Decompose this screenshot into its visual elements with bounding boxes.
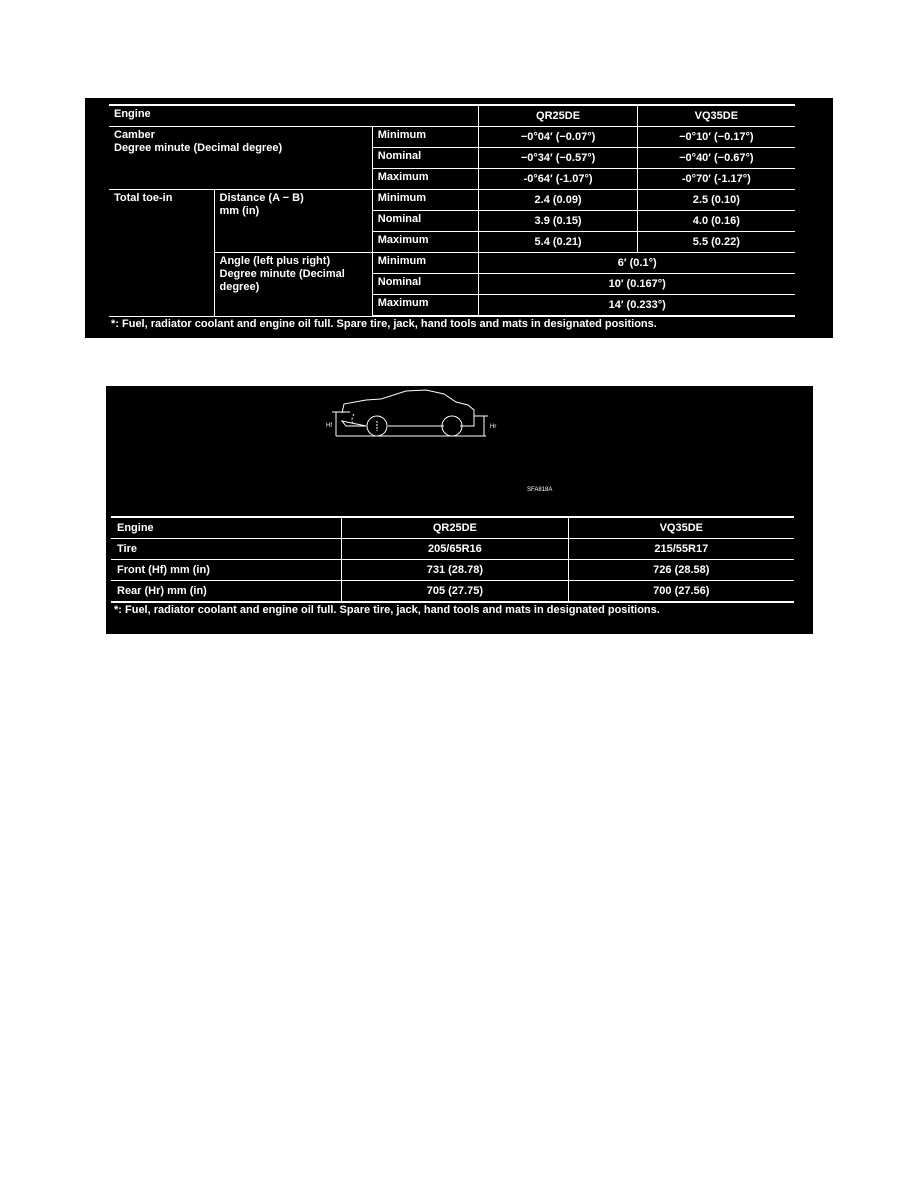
- engine-header: Engine: [109, 105, 479, 127]
- cell-value: -0°70′ (-1.17°): [637, 169, 795, 190]
- cell-value: 731 (28.78): [342, 560, 568, 581]
- row-name: Nominal: [372, 148, 479, 169]
- row-name: Minimum: [372, 127, 479, 148]
- cell-value: −0°10′ (−0.17°): [637, 127, 795, 148]
- qr25de-header: QR25DE: [479, 105, 637, 127]
- cell-value: 10′ (0.167°): [479, 274, 795, 295]
- footnote: *: Fuel, radiator coolant and engine oil full. Spare tire, jack, hand tools and mats in designated positions.: [114, 604, 660, 616]
- hr-label: Hr: [490, 424, 497, 430]
- distance-label-line1: Distance (A − B): [219, 192, 304, 204]
- row-label: Rear (Hr) mm (in): [111, 581, 342, 603]
- rear-wheel: [442, 416, 462, 436]
- camber-label-line2: Degree minute (Decimal degree): [114, 142, 283, 154]
- row-label: Tire: [111, 539, 342, 560]
- camber-label: [109, 127, 372, 190]
- cell-value: 705 (27.75): [342, 581, 568, 603]
- cell-value: 4.0 (0.16): [637, 211, 795, 232]
- row-name: Nominal: [372, 274, 479, 295]
- vq35de-header: VQ35DE: [568, 517, 794, 539]
- car-body-outline: [342, 390, 474, 426]
- table-row: [109, 127, 795, 148]
- vehicle-height-panel: [106, 386, 813, 634]
- toe-in-label: Total toe-in: [109, 190, 214, 317]
- cell-value: 726 (28.58): [568, 560, 794, 581]
- table-row: [111, 560, 794, 581]
- car-side-view-diagram: [326, 388, 526, 448]
- wheel-alignment-panel: [85, 98, 833, 338]
- table-header-row: [111, 517, 794, 539]
- cell-value: −0°40′ (−0.67°): [637, 148, 795, 169]
- qr25de-header: QR25DE: [342, 517, 568, 539]
- distance-label: [214, 190, 372, 253]
- row-label: Front (Hf) mm (in): [111, 560, 342, 581]
- cell-value: -0°64′ (-1.07°): [479, 169, 637, 190]
- table-row: [111, 581, 794, 603]
- cell-value: 2.4 (0.09): [479, 190, 637, 211]
- cell-value: 6′ (0.1°): [479, 253, 795, 274]
- cell-value: 2.5 (0.10): [637, 190, 795, 211]
- table-row: [111, 539, 794, 560]
- cell-value: 700 (27.56): [568, 581, 794, 603]
- angle-label: [214, 253, 372, 317]
- cell-value: 205/65R16: [342, 539, 568, 560]
- table-header-row: [109, 105, 795, 127]
- distance-label-line2: mm (in): [219, 205, 260, 217]
- cell-value: 14′ (0.233°): [479, 295, 795, 317]
- row-name: Maximum: [372, 295, 479, 317]
- cell-value: 215/55R17: [568, 539, 794, 560]
- figure-code: SFA818A: [527, 487, 553, 493]
- footnote: *: Fuel, radiator coolant and engine oil full. Spare tire, jack, hand tools and mats in designated positions.: [111, 318, 657, 330]
- row-name: Minimum: [372, 253, 479, 274]
- angle-label-line1: Angle (left plus right): [219, 255, 331, 267]
- row-name: Minimum: [372, 190, 479, 211]
- cell-value: 5.4 (0.21): [479, 232, 637, 253]
- vehicle-height-table: [111, 516, 794, 603]
- cell-value: 3.9 (0.15): [479, 211, 637, 232]
- angle-label-line3: degree): [219, 281, 260, 293]
- row-name: Nominal: [372, 211, 479, 232]
- camber-label-line1: Camber: [114, 129, 155, 141]
- cell-value: −0°34′ (−0.57°): [479, 148, 637, 169]
- row-name: Maximum: [372, 169, 479, 190]
- engine-header: Engine: [111, 517, 342, 539]
- table-row: [109, 190, 795, 211]
- cell-value: 5.5 (0.22): [637, 232, 795, 253]
- wheel-alignment-table: [109, 104, 795, 317]
- cell-value: −0°04′ (−0.07°): [479, 127, 637, 148]
- angle-label-line2: Degree minute (Decimal: [219, 268, 345, 280]
- vq35de-header: VQ35DE: [637, 105, 795, 127]
- row-name: Maximum: [372, 232, 479, 253]
- hf-label: Hf: [326, 423, 332, 429]
